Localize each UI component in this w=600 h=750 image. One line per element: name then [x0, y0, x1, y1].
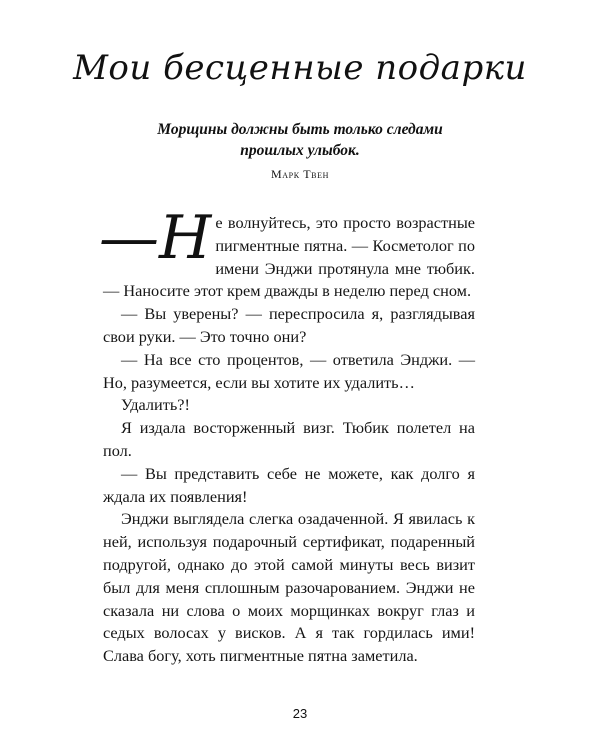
paragraph: Энджи выглядела слегка озадаченной. Я явилась к ней, используя подарочный сертификат, подаренный подругой, однако до этой самой минуты весь визит был для меня сплошным разочарованием. Энджи не сказала ни слова о моих морщинках вокруг глаз и седых волосах у висков. А я так гордилась ими! Слава богу, хоть пигментные пятна заметила. [103, 509, 475, 666]
paragraph: — Вы представить себе не можете, как долго я ждала их появления! [103, 463, 475, 506]
paragraph: Я издала восторженный визг. Тюбик полетел на пол. [103, 418, 475, 460]
paragraph: Удалить?! [121, 395, 190, 415]
epigraph-quote [0, 119, 600, 161]
epigraph-line: Морщины должны быть только следами [157, 121, 443, 138]
paragraph: — Вы уверены? — переспросила я, разглядывая свои руки. — Это точно они? [103, 304, 475, 346]
page-number: 23 [292, 706, 308, 721]
chapter-body [99, 203, 475, 668]
chapter-title: Мои бесценные подарки [73, 48, 527, 88]
epigraph-author: Марк Твен [271, 167, 329, 181]
paragraph-text: е волнуйтесь, это просто возрастные пигментные пятна. — Косметолог по имени Энджи протянула мне тюбик. — Наносите этот крем дважды в неделю перед сном. [103, 213, 475, 301]
paragraph: — На все сто процентов, — ответила Энджи. — Но, разумеется, если вы хотите их удалить… [103, 349, 475, 392]
paragraph [99, 203, 475, 303]
drop-cap: —Н [99, 203, 212, 273]
epigraph-line: прошлых улыбок. [240, 142, 360, 159]
